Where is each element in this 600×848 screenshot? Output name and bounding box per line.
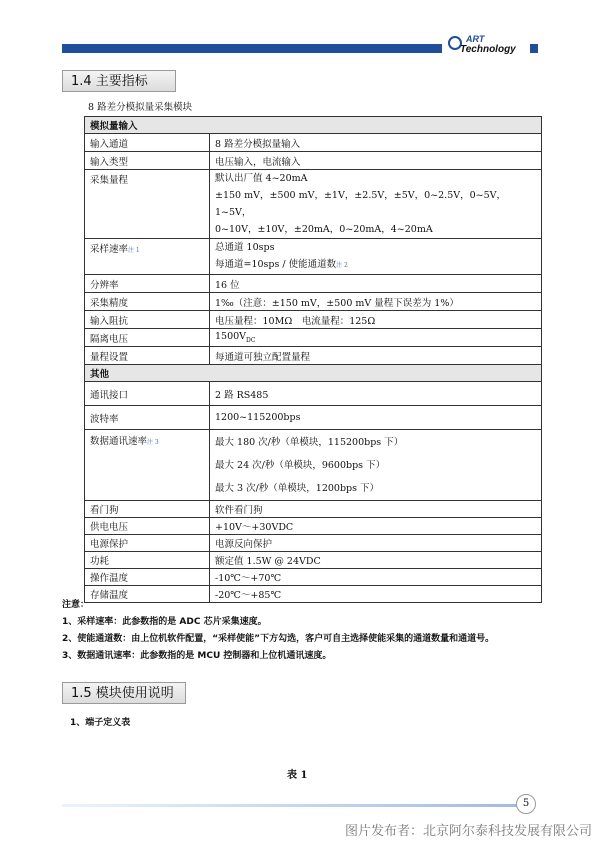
row-value-line: 最大 180 次/秒（单模块，115200bps 下） xyxy=(215,436,404,448)
row-head-label: 模拟量输入 xyxy=(85,117,542,134)
row-head-label: 其他 xyxy=(85,365,542,382)
row-value: 电压输入，电流输入 xyxy=(210,152,542,170)
brand-line1: ART xyxy=(466,34,485,44)
row-value-line: 默认出厂值 4~20mA xyxy=(215,173,308,184)
row-value xyxy=(210,239,542,275)
note-ref: 注 2 xyxy=(336,262,348,269)
row-label: 量程设置 xyxy=(85,347,210,365)
row-value-line: 最大 3 次/秒（单模块，1200bps 下） xyxy=(215,482,380,494)
row-label: 输入阻抗 xyxy=(85,311,210,329)
table-caption: 表 1 xyxy=(287,770,308,781)
row-label: 操作温度 xyxy=(85,569,210,586)
row-label: 输入通道 xyxy=(85,134,210,152)
section-title-2: 1.5 模块使用说明 xyxy=(62,682,186,704)
terminal-table-heading: 1、端子定义表 xyxy=(70,718,131,728)
row-value: 软件看门狗 xyxy=(210,501,542,518)
note-ref: 注 1 xyxy=(128,247,140,254)
note-item: 2、使能通道数：由上位机软件配置，“采样使能”下方勾选，客户可自主选择使能采集的通道数量和通道号。 xyxy=(62,634,495,644)
row-value xyxy=(210,170,542,239)
row-value: 8 路差分模拟量输入 xyxy=(210,134,542,152)
row-label: 功耗 xyxy=(85,552,210,569)
row-value: 额定值 1.5W @ 24VDC xyxy=(210,552,542,569)
table-row xyxy=(85,311,542,329)
row-label: 看门狗 xyxy=(85,501,210,518)
note-item: 3、数据通讯速率：此参数指的是 MCU 控制器和上位机通讯速度。 xyxy=(62,651,332,661)
table-row-head xyxy=(85,365,542,382)
notes-title: 注意： xyxy=(62,600,90,610)
row-value xyxy=(210,430,542,501)
row-value: 16 位 xyxy=(210,275,542,293)
row-value-line: 0~10V，±10V，±20mA，0~20mA，4~20mA xyxy=(215,224,433,235)
row-label xyxy=(85,430,210,501)
row-label xyxy=(85,239,210,275)
row-label: 存储温度 xyxy=(85,586,210,603)
table-row xyxy=(85,293,542,311)
table-row xyxy=(85,170,542,239)
brand-line2: Technology xyxy=(460,44,516,55)
unit-sub: DC xyxy=(246,336,256,344)
notes-block xyxy=(62,597,552,665)
table-row xyxy=(85,535,542,552)
publisher-watermark: 图片发布者：北京阿尔泰科技发展有限公司 xyxy=(344,824,592,839)
row-label: 采集精度 xyxy=(85,293,210,311)
table-row xyxy=(85,406,542,430)
footer-line xyxy=(62,804,522,807)
table-row xyxy=(85,134,542,152)
row-value xyxy=(210,329,542,347)
spec-table xyxy=(84,116,542,603)
row-value: +10V～+30VDC xyxy=(210,518,542,535)
row-value-line xyxy=(215,256,536,274)
row-label: 分辨率 xyxy=(85,275,210,293)
row-value: 电源反向保护 xyxy=(210,535,542,552)
table-row xyxy=(85,430,542,501)
table-row xyxy=(85,518,542,535)
row-value: 2 路 RS485 xyxy=(210,382,542,406)
row-label-text: 数据通讯速率 xyxy=(90,436,148,447)
row-label: 电源保护 xyxy=(85,535,210,552)
row-label: 通讯接口 xyxy=(85,382,210,406)
table-row xyxy=(85,382,542,406)
row-label: 波特率 xyxy=(85,406,210,430)
row-label: 供电电压 xyxy=(85,518,210,535)
header-bar-end xyxy=(530,44,538,53)
table-row-head xyxy=(85,117,542,134)
row-value-line: 最大 24 次/秒（单模块，9600bps 下） xyxy=(215,459,386,471)
brand-logo xyxy=(448,34,528,56)
page-number: 5 xyxy=(516,794,536,814)
table-row xyxy=(85,552,542,569)
table-row xyxy=(85,501,542,518)
row-value: 1‰（注意：±150 mV，±500 mV 量程下误差为 1%） xyxy=(210,293,542,311)
row-value: -20℃～+85℃ xyxy=(210,586,542,603)
row-label: 采集量程 xyxy=(85,170,210,239)
section-subtitle: 8 路差分模拟量采集模块 xyxy=(88,102,193,113)
note-ref: 注 3 xyxy=(147,439,159,446)
header-bar xyxy=(62,44,442,53)
row-value-line: ±150 mV，±500 mV，±1V，±2.5V，±5V，0~2.5V，0~5V，1~5V， xyxy=(215,190,507,218)
table-row xyxy=(85,329,542,347)
table-row xyxy=(85,152,542,170)
row-value: 1200~115200bps xyxy=(210,406,542,430)
row-value-text: 每通道=10sps / 使能通道数 xyxy=(215,259,337,270)
row-value-line: 总通道 10sps xyxy=(215,242,275,253)
row-label: 隔离电压 xyxy=(85,329,210,347)
row-value: 电压量程：10MΩ 电流量程：125Ω xyxy=(210,311,542,329)
table-row xyxy=(85,275,542,293)
row-value-text: 1500V xyxy=(215,331,247,343)
table-row xyxy=(85,239,542,275)
section-title-1: 1.4 主要指标 xyxy=(62,70,176,92)
row-label: 输入类型 xyxy=(85,152,210,170)
row-value: 每通道可独立配置量程 xyxy=(210,347,542,365)
table-row xyxy=(85,347,542,365)
table-row xyxy=(85,569,542,586)
row-label-text: 采样速率 xyxy=(90,244,129,255)
note-item: 1、采样速率：此参数指的是 ADC 芯片采集速度。 xyxy=(62,617,267,627)
row-value: -10℃～+70℃ xyxy=(210,569,542,586)
